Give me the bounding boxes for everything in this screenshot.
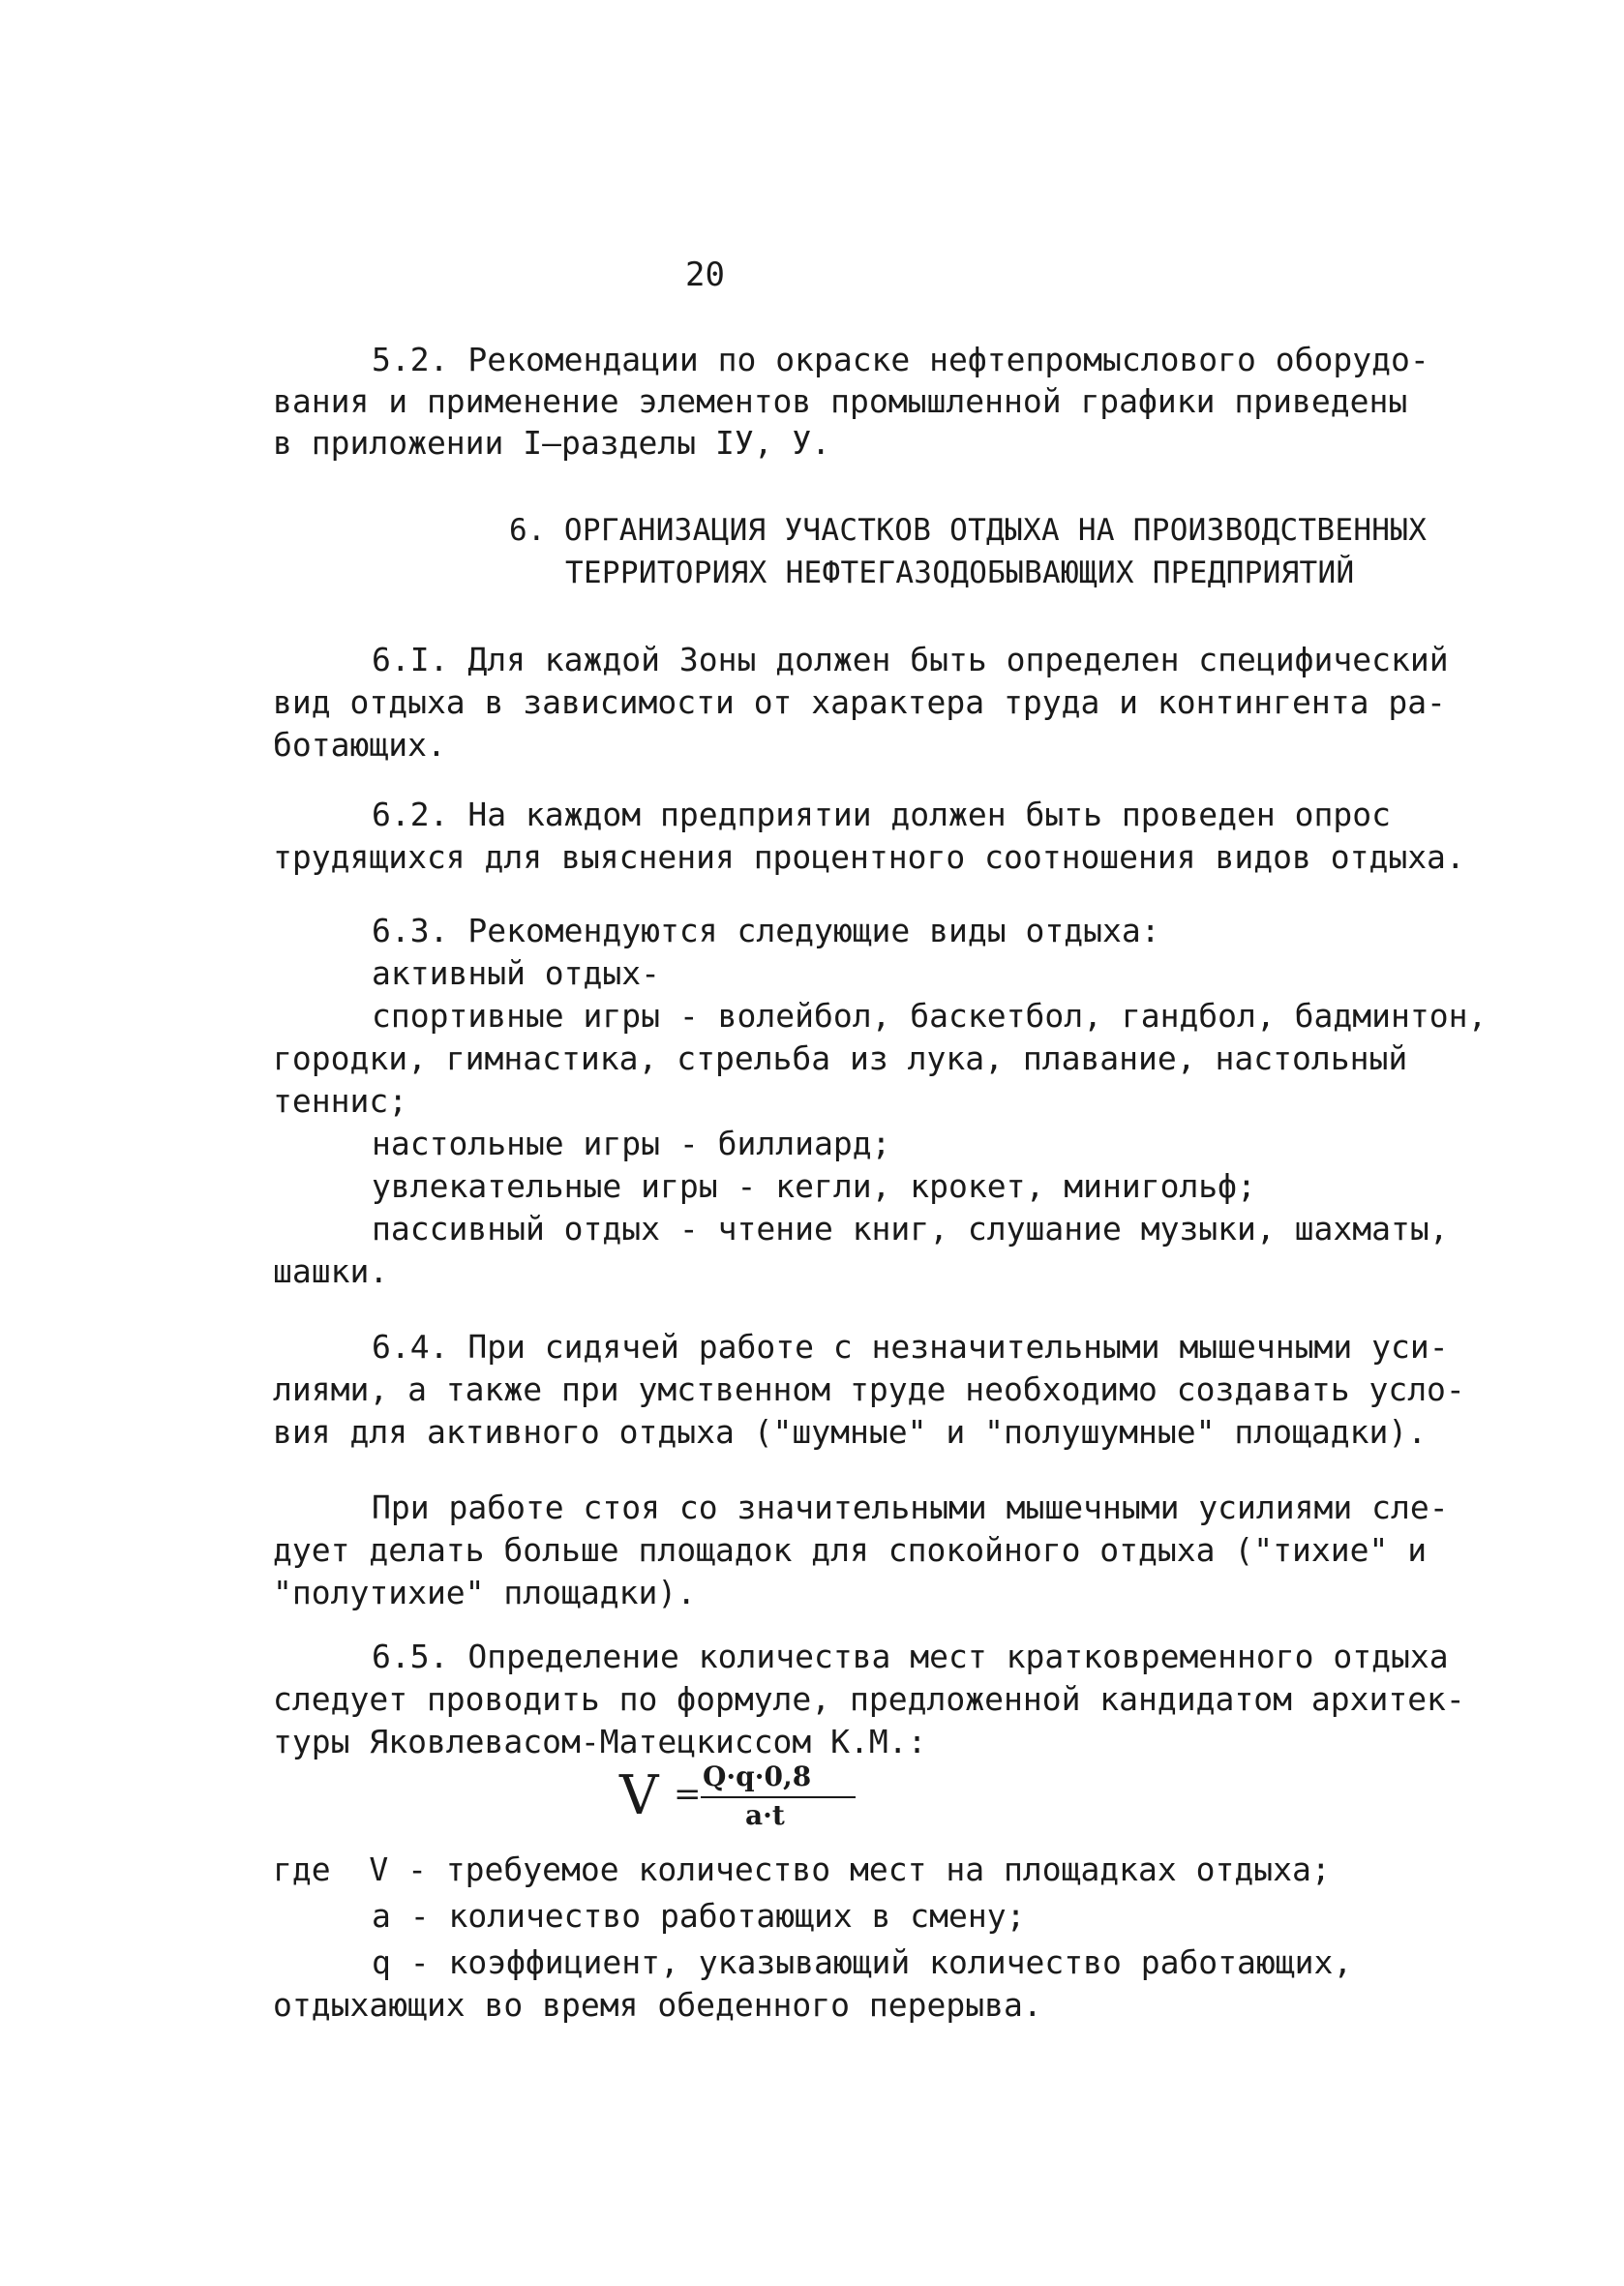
definition-q: q - коэффициент, указывающий количество работающих,	[372, 1943, 1353, 1981]
definition-v: где V - требуемое количество мест на площадках отдыха;	[273, 1850, 1331, 1888]
paragraph-6-1-line-1: 6.I. Для каждой Зоны должен быть определен специфический	[372, 641, 1449, 678]
paragraph-6-5-line-2: следует проводить по формуле, предложенной кандидатом архитек-	[273, 1680, 1465, 1718]
paragraph-6-3-line-3: спортивные игры - волейбол, баскетбол, гандбол, бадминтон,	[372, 997, 1488, 1035]
paragraph-6-4-line-2: лиями, а также при умственном труде необходимо создавать усло-	[273, 1370, 1465, 1408]
paragraph-6-3-line-7: увлекательные игры - кегли, крокет, минигольф;	[372, 1167, 1256, 1205]
paragraph-6-3-line-8: пассивный отдых - чтение книг, слушание музыки, шахматы,	[372, 1210, 1449, 1248]
paragraph-6-4b-line-2: дует делать больше площадок для спокойного отдыха ("тихие" и	[273, 1531, 1428, 1569]
paragraph-6-5-line-1: 6.5. Определение количества мест кратковременного отдыха	[372, 1638, 1449, 1675]
formula-lhs: V	[619, 1764, 659, 1827]
paragraph-6-3-line-9: шашки.	[273, 1252, 389, 1290]
section-heading-line-1: 6. ОРГАНИЗАЦИЯ УЧАСТКОВ ОТДЫХА НА ПРОИЗВОДСТВЕННЫХ	[509, 513, 1428, 548]
definition-a: a - количество работающих в смену;	[372, 1897, 1026, 1935]
paragraph-5-2-line-3: в приложении I—разделы IУ, У.	[273, 424, 831, 462]
paragraph-6-5-line-3: туры Яковлевасом-Матецкиссом К.М.:	[273, 1723, 927, 1760]
formula-fraction-bar	[701, 1796, 856, 1798]
paragraph-6-4-line-3: вия для активного отдыха ("шумные" и "полушумные" площадки).	[273, 1413, 1428, 1451]
paragraph-6-3-line-6: настольные игры - биллиард;	[372, 1125, 891, 1162]
paragraph-6-4b-line-1: При работе стоя со значительными мышечными усилиями сле-	[372, 1489, 1449, 1526]
formula	[619, 1761, 890, 1839]
page-number: 20	[685, 256, 725, 294]
paragraph-5-2-line-2: вания и применение элементов промышленной графики приведены	[273, 382, 1408, 420]
paragraph-6-2-line-1: 6.2. На каждом предприятии должен быть проведен опрос	[372, 796, 1391, 833]
paragraph-6-4-line-1: 6.4. При сидячей работе с незначительными мышечными уси-	[372, 1328, 1449, 1366]
paragraph-5-2-line-1: 5.2. Рекомендации по окраске нефтепромыслового оборудо-	[372, 341, 1429, 378]
formula-denominator: a·t	[745, 1799, 785, 1831]
paragraph-6-2-line-2: трудящихся для выяснения процентного соотношения видов отдыха.	[273, 838, 1465, 876]
paragraph-6-3-line-2: активный отдых-	[372, 954, 661, 992]
paragraph-6-3-line-5: теннис;	[273, 1082, 408, 1120]
formula-numerator: Q·q·0,8	[703, 1760, 812, 1792]
formula-equals: =	[674, 1775, 702, 1814]
paragraph-6-3-line-4: городки, гимнастика, стрельба из лука, плавание, настольный	[273, 1039, 1408, 1077]
paragraph-6-4b-line-3: "полутихие" площадки).	[273, 1574, 697, 1611]
section-heading-line-2: ТЕРРИТОРИЯХ НЕФТЕГАЗОДОБЫВАЮЩИХ ПРЕДПРИЯТИЙ	[565, 556, 1355, 590]
paragraph-6-1-line-3: ботающих.	[273, 726, 446, 764]
paragraph-6-3-line-1: 6.3. Рекомендуются следующие виды отдыха:	[372, 912, 1160, 949]
paragraph-6-1-line-2: вид отдыха в зависимости от характера труда и контингента ра-	[273, 683, 1446, 721]
definition-q-continued: отдыхающих во время обеденного перерыва.	[273, 1986, 1042, 2024]
